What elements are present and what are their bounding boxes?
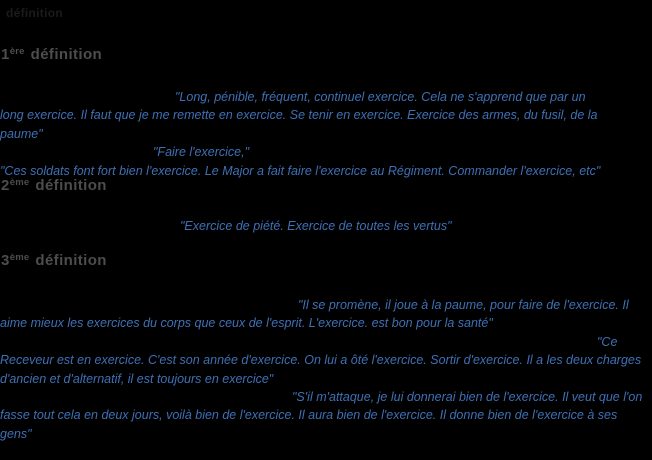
quote-text: "Ce Receveur est en exercice. C'est son année d'exercice. On lui a ôté l'exercice. Sortir d'exercice. Il a les deux charges d'ancien et d'alternatif, il est toujours en exercice" [0, 334, 642, 386]
faint-watermark-text: définition [6, 6, 63, 20]
definition-2-quotes [0, 217, 650, 235]
quote-text: "Long, pénible, fréquent, continuel exercice. Cela ne s'apprend que par un long exercice. Il faut que je me remette en exercice. Se tenir en exercice. Exercice des armes, du fusil, de la paume" [0, 90, 598, 141]
heading-ordinal: ère [9, 46, 25, 57]
quote-text: "S'il m'attaque, je lui donnerai bien de l'exercice. Il veut que l'on fasse tout cela en deux jours, voilà bien de l'exercice. Il aura bien de l'exercice. Il donne bien de l'exercice à ses gens" [0, 390, 643, 441]
heading-label: définition [35, 177, 107, 194]
definition-heading-2 [1, 177, 107, 194]
heading-label: définition [30, 46, 103, 63]
heading-label: définition [35, 252, 107, 269]
heading-number: 1 [1, 46, 10, 63]
quote-text: "Il se promène, il joue à la paume, pour faire de l'exercice. Il aime mieux les exercices du corps que ceux de l'esprit. L'exercice. est bon pour la santé" [0, 298, 629, 331]
quote-text: "Exercice de piété. Exercice de toutes les vertus" [180, 219, 452, 233]
heading-ordinal: ème [9, 177, 30, 188]
quote-text: "Ces soldats font fort bien l'exercice. Le Major a fait faire l'exercice au Régiment. Commander l'exercice, etc" [0, 163, 601, 178]
definition-heading-1 [1, 46, 102, 63]
definition-3-quotes [0, 296, 649, 443]
heading-number: 2 [1, 177, 10, 194]
heading-ordinal: ème [9, 252, 30, 263]
heading-number: 3 [1, 252, 10, 269]
quote-text: "Faire l'exercice," [153, 145, 250, 160]
definition-heading-3 [1, 252, 107, 269]
definition-1-quotes [0, 88, 612, 180]
